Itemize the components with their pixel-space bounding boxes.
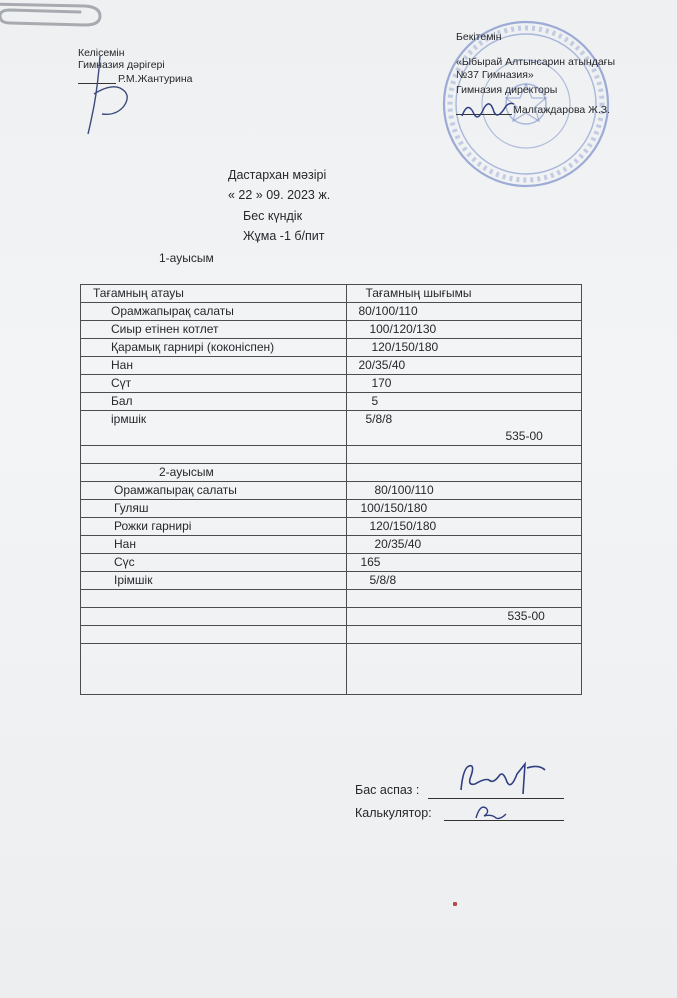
dish-name: Орамжапырақ салаты (111, 304, 234, 318)
dish-name: Бал (111, 394, 133, 408)
dish-name: Сиыр етінен котлет (111, 322, 219, 336)
approved-org-line1: «Ыбырай Алтынсарин атындағы (456, 56, 616, 68)
dish-name: ірмшік (111, 412, 147, 426)
table-header-row (81, 285, 582, 303)
menu-days: Бес күндік (243, 209, 303, 223)
director-signature (458, 96, 518, 126)
approved-org-line2: №37 Гимназия» (456, 69, 534, 81)
dish-yield: 5/8/8 (369, 573, 397, 587)
agreed-title: Келісемін (78, 47, 125, 59)
dish-name: Рожки гарнирі (114, 519, 192, 533)
ink-mark (453, 902, 457, 906)
shift2-total: 535-00 (507, 609, 545, 623)
dish-yield: 80/100/110 (374, 483, 434, 497)
table-row (81, 393, 582, 411)
calculator-signature (470, 800, 510, 824)
paper-clip-icon (0, 0, 110, 36)
approved-name: Малгаждарова Ж.З. (513, 104, 611, 116)
menu-date: « 22 » 09. 2023 ж. (228, 188, 331, 202)
dish-yield: 20/35/40 (358, 358, 406, 372)
dish-name: Қарамық гарнирі (коконіспен) (111, 340, 275, 354)
table-row (81, 339, 582, 357)
dish-name: Ірімшік (114, 573, 153, 587)
doctor-signature (80, 54, 140, 136)
table-row (81, 357, 582, 375)
approved-role: Гимназия директоры (456, 84, 558, 96)
table-row (81, 411, 582, 446)
menu-table (80, 284, 582, 695)
shift1-total: 535-00 (505, 429, 543, 443)
dish-yield: 120/150/180 (369, 519, 437, 533)
dish-name: Сүс (114, 555, 135, 569)
dish-yield: 165 (360, 555, 381, 569)
table-row (81, 536, 582, 554)
chef-signature (455, 760, 555, 800)
table-row (81, 482, 582, 500)
table-row (81, 464, 582, 482)
table-row (81, 321, 582, 339)
table-row (81, 375, 582, 393)
approved-title: Бекітемін (456, 31, 502, 43)
dish-yield: 80/100/110 (358, 304, 418, 318)
dish-yield: 170 (371, 376, 392, 390)
menu-title: Дастархан мәзірі (228, 168, 327, 182)
table-row (81, 626, 582, 644)
calculator-label: Калькулятор: (355, 806, 432, 820)
table-row (81, 446, 582, 464)
dish-name: Орамжапырақ салаты (114, 483, 237, 497)
table-row (81, 303, 582, 321)
dish-yield: 120/150/180 (371, 340, 439, 354)
table-row (81, 500, 582, 518)
dish-yield: 20/35/40 (374, 537, 422, 551)
col-yield-header: Тағамның шығымы (365, 286, 472, 300)
dish-name: Нан (111, 358, 133, 372)
table-row (81, 572, 582, 590)
dish-yield: 100/150/180 (360, 501, 428, 515)
agreed-role: Гимназия дәрігері (78, 59, 165, 71)
table-row (81, 644, 582, 695)
table-row (81, 608, 582, 626)
col-name-header: Тағамның атауы (93, 286, 184, 300)
shift1-label: 1-ауысым (159, 251, 214, 265)
dish-yield: 5/8/8 (365, 412, 393, 426)
dish-name: Гуляш (114, 501, 149, 515)
chef-label: Бас аспаз : (355, 783, 420, 797)
dish-yield: 100/120/130 (369, 322, 437, 336)
agreed-name: Р.М.Жантурина (118, 73, 193, 85)
table-row (81, 554, 582, 572)
table-row (81, 518, 582, 536)
table-row (81, 590, 582, 608)
dish-name: Нан (114, 537, 136, 551)
shift2-label: 2-ауысым (159, 465, 214, 479)
dish-name: Сүт (111, 376, 132, 390)
menu-day: Жұма -1 б/пит (243, 229, 325, 243)
dish-yield: 5 (371, 394, 379, 408)
